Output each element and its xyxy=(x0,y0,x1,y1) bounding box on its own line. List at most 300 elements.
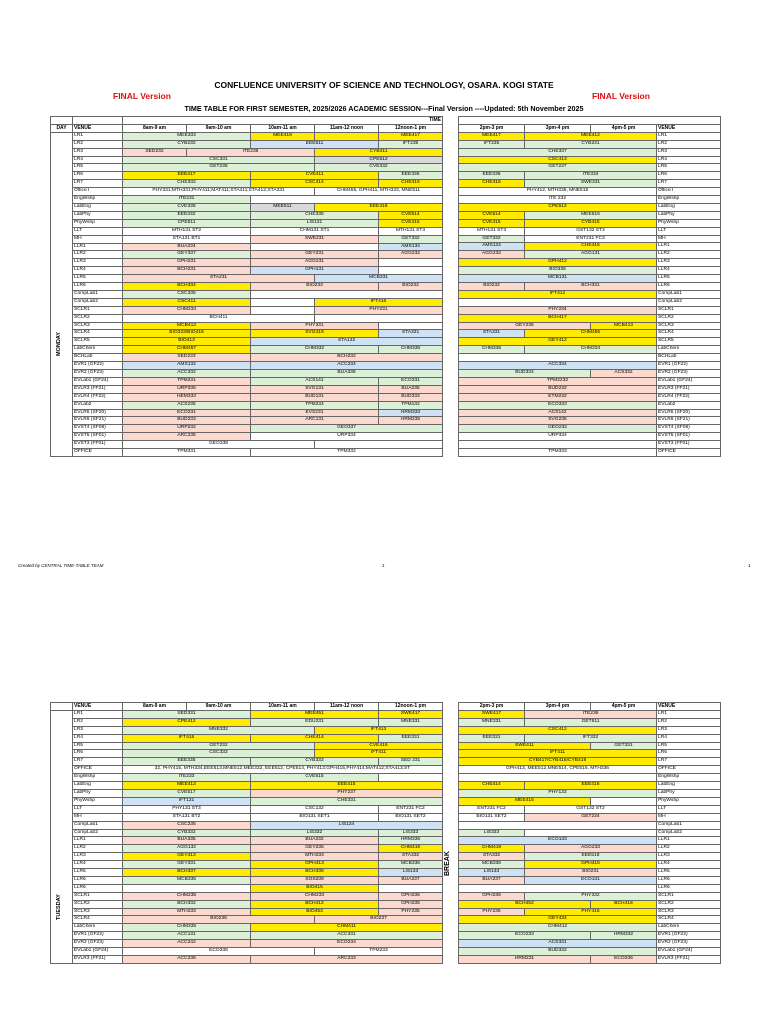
venue-cell: PhyWshp xyxy=(73,219,123,227)
venue-cell: SCLR1 xyxy=(73,892,123,900)
course-cell: STA132 xyxy=(251,338,443,346)
course-cell xyxy=(379,267,443,275)
venue-cell: LR4 xyxy=(657,156,721,164)
course-cell: IFT131 xyxy=(123,797,251,805)
course-cell: CHE414 xyxy=(251,734,379,742)
venue-cell: LabPhy xyxy=(657,211,721,219)
final-version-left: FINAL Version xyxy=(113,91,171,101)
course-cell: MTH131 ST3 xyxy=(459,227,525,235)
course-cell: BCH334 xyxy=(123,283,251,291)
course-cell: CVE415 xyxy=(459,219,525,227)
course-cell xyxy=(251,298,315,306)
table-row xyxy=(51,393,443,401)
venue-cell: EngWshp xyxy=(73,196,123,204)
table-row xyxy=(459,813,721,821)
venue-cell: EVLR5 (SF20) xyxy=(73,409,123,417)
course-cell: MCB335 xyxy=(123,876,251,884)
course-cell: BIO131 SET2 xyxy=(459,813,525,821)
final-version-right: FINAL Version xyxy=(592,91,650,101)
course-cell xyxy=(379,322,443,330)
course-cell: 32, PHY415, MTH334,EEE513,MNE512,MEE332, EEE512, CPE514, PHY413;GPH415,PHY414;MAT412;STA413;ST xyxy=(123,766,443,774)
course-cell: ENT231 FC2 xyxy=(379,805,443,813)
slot-header: 9am-10 am xyxy=(187,124,251,132)
course-cell: CVE514 xyxy=(379,211,443,219)
table-row xyxy=(459,766,721,774)
course-cell: ACS331 xyxy=(459,940,657,948)
table-row xyxy=(51,766,443,774)
table-row xyxy=(459,774,721,782)
course-cell xyxy=(459,884,657,892)
slot-header: 11am-12 noon xyxy=(315,703,379,711)
course-cell xyxy=(459,441,657,449)
table-row xyxy=(459,354,721,362)
table-row xyxy=(459,734,721,742)
venue-cell: EVLab1 (GF24) xyxy=(73,948,123,956)
course-cell: EVS231 xyxy=(251,409,379,417)
venue-cell: LabChem xyxy=(657,346,721,354)
course-cell: CHM233 xyxy=(251,892,379,900)
course-cell: MEE417 xyxy=(379,132,443,140)
table-row xyxy=(51,298,443,306)
course-cell: BIO233 xyxy=(251,283,379,291)
venue-cell: LR6 xyxy=(657,750,721,758)
course-cell: CYB231 xyxy=(525,140,657,148)
course-cell: AGG231 xyxy=(251,259,379,267)
course-cell: EEE416 xyxy=(525,782,657,790)
course-cell: GEY337 xyxy=(123,251,251,259)
course-cell: MTH131 ST2 xyxy=(123,227,251,235)
table-row xyxy=(51,940,443,948)
table-row xyxy=(459,283,721,291)
course-cell xyxy=(123,884,251,892)
course-cell: BIO131 SET1 xyxy=(251,813,379,821)
table-row xyxy=(51,449,443,457)
course-cell: AGG132 xyxy=(123,845,251,853)
course-cell: BIO131 SET2 xyxy=(379,813,443,821)
table-row xyxy=(51,314,443,322)
venue-cell: EVST5 (SF01) xyxy=(657,433,721,441)
course-cell: BUD232 xyxy=(459,385,657,393)
table-row xyxy=(459,377,721,385)
course-cell: SED 331 xyxy=(379,758,443,766)
table-row xyxy=(51,227,443,235)
table-row xyxy=(51,805,443,813)
table-row xyxy=(459,750,721,758)
venue-cell: LR2 xyxy=(73,718,123,726)
venue-cell: LR5 xyxy=(657,742,721,750)
table-row xyxy=(51,924,443,932)
course-cell: SED331 xyxy=(123,710,251,718)
course-cell: MEE333 xyxy=(123,132,251,140)
venue-cell: PhyWshp xyxy=(657,219,721,227)
course-cell: MCB413 xyxy=(591,322,657,330)
course-cell: CYB333 xyxy=(251,758,379,766)
course-cell: MEE413 xyxy=(123,782,251,790)
venue-cell: EVLR3 (FF21) xyxy=(73,385,123,393)
course-cell: HRM235 xyxy=(379,417,443,425)
course-cell: PHY332 xyxy=(525,892,657,900)
venue-cell: LR6 xyxy=(73,750,123,758)
course-cell: GPH413 xyxy=(251,861,379,869)
course-cell: TPM332 xyxy=(251,449,443,457)
table-row xyxy=(459,884,721,892)
venue-cell: LR2 xyxy=(657,140,721,148)
course-cell: CPE513 xyxy=(459,203,657,211)
table-row xyxy=(459,924,721,932)
venue-cell: LabChem xyxy=(73,924,123,932)
course-cell: PHY133 xyxy=(459,789,657,797)
table-row xyxy=(51,156,443,164)
course-cell: HRM332 xyxy=(591,932,657,940)
venue-cell: EVLR6 (SF21) xyxy=(657,417,721,425)
course-cell: BUA232 xyxy=(251,837,379,845)
course-cell xyxy=(315,314,443,322)
course-cell: BCH231 xyxy=(123,267,251,275)
course-cell: GEY235 xyxy=(459,322,591,330)
table-row xyxy=(459,330,721,338)
venue-cell: EVLab1 (GF24) xyxy=(73,377,123,385)
course-cell: ITE 232 xyxy=(459,196,657,204)
venue-cell: LabEng xyxy=(73,203,123,211)
venue-cell: LLT xyxy=(73,227,123,235)
course-cell: CVE514 xyxy=(459,211,525,219)
table-row xyxy=(459,782,721,790)
venue-cell: LLR3 xyxy=(73,259,123,267)
slot-header: 8am-9 am xyxy=(123,703,187,711)
course-cell: ACS332 xyxy=(591,369,657,377)
slot-header: 4pm-5 pm xyxy=(591,124,657,132)
course-cell: BIO453 xyxy=(251,908,379,916)
course-cell: CPE511 xyxy=(123,219,251,227)
course-cell: CPE512 xyxy=(315,156,443,164)
venue-header: VENUE xyxy=(73,124,123,132)
venue-cell: LR7 xyxy=(73,180,123,188)
slot-header-row xyxy=(51,703,443,711)
course-cell: CYB415 xyxy=(525,219,657,227)
course-cell xyxy=(379,774,443,782)
course-cell: BUD233 xyxy=(123,417,251,425)
venue-cell: MH xyxy=(657,235,721,243)
venue-cell: EVLR3 (FF21) xyxy=(657,385,721,393)
table-row xyxy=(459,861,721,869)
course-cell: ECO331 xyxy=(379,377,443,385)
venue-cell: EVLab2 xyxy=(657,401,721,409)
course-cell: CVE415 xyxy=(379,219,443,227)
venue-cell: LR2 xyxy=(73,140,123,148)
blank-cell xyxy=(459,117,721,125)
venue-cell: LLR3 xyxy=(657,259,721,267)
time-header-row xyxy=(459,117,721,125)
course-cell: AMS132 xyxy=(123,362,251,370)
venue-cell: LLR5 xyxy=(657,869,721,877)
course-cell: ACS141 xyxy=(251,377,379,385)
course-cell: CVE411 xyxy=(251,172,379,180)
table-row xyxy=(459,385,721,393)
venue-cell: LR6 xyxy=(657,172,721,180)
venue-cell: SCLR1 xyxy=(657,306,721,314)
course-cell: ARC233 xyxy=(251,956,443,964)
table-row xyxy=(459,401,721,409)
table-row xyxy=(459,188,721,196)
day-header: DAY xyxy=(51,124,73,132)
course-cell: HEM333 xyxy=(123,393,251,401)
course-cell: HRM333 xyxy=(379,409,443,417)
course-cell: CHM412 xyxy=(459,924,657,932)
course-cell: CVE335 xyxy=(123,203,251,211)
course-cell: AGG233 xyxy=(525,845,657,853)
day-label-tuesday: TUESDAY xyxy=(56,894,62,920)
course-cell: IFT413 xyxy=(315,726,443,734)
page-number: 1 xyxy=(382,563,385,568)
course-cell: GEY231 xyxy=(251,251,379,259)
course-cell: BIO333/BIO418 xyxy=(123,330,251,338)
course-cell: ITE236 xyxy=(187,148,315,156)
table-row xyxy=(51,869,443,877)
table-row xyxy=(51,370,443,378)
table-row xyxy=(459,267,721,275)
venue-cell: EVLR4 (FF22) xyxy=(657,393,721,401)
course-cell: GPH412 xyxy=(459,259,657,267)
venue-cell: LR4 xyxy=(73,734,123,742)
course-cell: CSC413 xyxy=(459,156,657,164)
venue-cell: LR1 xyxy=(657,710,721,718)
table-row xyxy=(51,837,443,845)
slot-header: 11am-12 noon xyxy=(315,124,379,132)
course-cell: EDU231 xyxy=(251,718,379,726)
course-cell: IFT332 xyxy=(525,734,657,742)
course-cell: GEO232 xyxy=(459,425,657,433)
course-cell: PHY235 xyxy=(459,908,525,916)
table-row xyxy=(51,425,443,433)
table-row xyxy=(51,774,443,782)
course-cell: CSC331 xyxy=(123,156,315,164)
venue-cell: LLR6 xyxy=(73,884,123,892)
table-row xyxy=(51,259,443,267)
table-row xyxy=(459,718,721,726)
course-cell: LIS134 xyxy=(251,821,443,829)
venue-cell: LLR5 xyxy=(657,275,721,283)
table-row xyxy=(51,306,443,314)
table-row xyxy=(459,710,721,718)
course-cell: TPM2232 xyxy=(459,377,657,385)
course-cell: IFT411 xyxy=(459,750,657,758)
course-cell: ACC131 xyxy=(123,932,251,940)
table-row xyxy=(459,932,721,940)
course-cell: EEE511 xyxy=(251,140,379,148)
course-cell: GEY331 xyxy=(123,861,251,869)
slot-header: 2pm-3 pm xyxy=(459,703,525,711)
course-cell: GET232 xyxy=(123,742,315,750)
course-cell: TPM132 xyxy=(379,401,443,409)
table-row xyxy=(459,219,721,227)
course-cell: GPH413, MEE512,MNE514, CPE515, MTH336 xyxy=(459,766,657,774)
course-cell: PHY235 xyxy=(379,908,443,916)
course-cell: EEE418 xyxy=(315,203,443,211)
venue-cell: EVR1 (GF22) xyxy=(73,932,123,940)
venue-cell: CompLab1 xyxy=(73,821,123,829)
table-row xyxy=(459,916,721,924)
table-row xyxy=(459,235,721,243)
table-row xyxy=(51,283,443,291)
course-cell: BUA237 xyxy=(379,876,443,884)
venue-cell: EVR2 (GF23) xyxy=(657,940,721,948)
course-cell: PHY331;MTH331;PHY411;MAT411;STA411;STA412;STA331 xyxy=(123,188,315,196)
table-row xyxy=(51,734,443,742)
course-cell: GST132 ST3 xyxy=(525,227,657,235)
table-row xyxy=(51,196,443,204)
course-cell: CHM334 xyxy=(525,346,657,354)
venue-cell: LR7 xyxy=(73,758,123,766)
venue-cell: SCLR3 xyxy=(657,908,721,916)
course-cell: CYB417/CYB416/CYB419 xyxy=(459,758,657,766)
table-row xyxy=(459,821,721,829)
venue-cell: PhyWshp xyxy=(73,797,123,805)
table-row xyxy=(459,805,721,813)
course-cell: BIO237 xyxy=(315,916,443,924)
venue-cell: LR1 xyxy=(73,132,123,140)
course-cell: BUD332 xyxy=(459,948,657,956)
table-row xyxy=(459,409,721,417)
course-cell: GPH231 xyxy=(123,259,251,267)
course-cell: BUD131 xyxy=(251,393,379,401)
slot-header-row xyxy=(459,124,721,132)
course-cell: SWE411 xyxy=(459,742,591,750)
table-row xyxy=(459,837,721,845)
course-cell: TPM331 xyxy=(123,449,251,457)
venue-cell: LR3 xyxy=(657,726,721,734)
table-row xyxy=(51,180,443,188)
course-cell: URP232 xyxy=(123,425,251,433)
course-cell: TPM233 xyxy=(315,948,443,956)
venue-cell: BCHLab xyxy=(657,354,721,362)
venue-cell: LLR1 xyxy=(657,837,721,845)
course-cell: MEE515 xyxy=(525,211,657,219)
course-cell: GPH236 xyxy=(379,892,443,900)
course-cell: BIO415 xyxy=(251,884,379,892)
course-cell: CYB411 xyxy=(315,148,443,156)
course-cell: BCH452 xyxy=(459,900,591,908)
course-cell: ECO234 xyxy=(251,940,443,948)
course-cell: MTH131 ST3 xyxy=(379,227,443,235)
table-row xyxy=(51,377,443,385)
course-cell: IFT415 xyxy=(123,734,251,742)
table-row xyxy=(51,710,443,718)
venue-cell: EVR1 (GF22) xyxy=(73,362,123,370)
venue-cell: LabChem xyxy=(657,924,721,932)
course-cell: SED232 xyxy=(123,148,187,156)
venue-cell: LabPhy xyxy=(73,211,123,219)
course-cell: IFT412 xyxy=(459,290,657,298)
table-row xyxy=(51,726,443,734)
slot-header: 10am-11 am xyxy=(251,124,315,132)
table-row xyxy=(51,275,443,283)
course-cell: GET234 xyxy=(525,813,657,821)
venue-cell: SCLR3 xyxy=(73,908,123,916)
table-row xyxy=(51,354,443,362)
course-cell xyxy=(525,829,657,837)
venue-cell: LR5 xyxy=(73,164,123,172)
table-row xyxy=(459,203,721,211)
time-header-row xyxy=(51,117,443,125)
course-cell: BCH412 xyxy=(251,900,379,908)
course-cell: ARC235 xyxy=(123,433,251,441)
slot-header: 3pm-4 pm xyxy=(525,703,591,711)
course-cell: BCH332 xyxy=(123,900,251,908)
course-cell: MCB131 xyxy=(459,275,657,283)
blank-cell xyxy=(51,117,73,125)
course-cell: BIO335 xyxy=(459,267,657,275)
course-cell xyxy=(591,797,657,805)
table-row xyxy=(459,449,721,457)
course-cell: ITE236 xyxy=(525,710,657,718)
venue-cell: LLR4 xyxy=(73,861,123,869)
course-cell: CPE412 xyxy=(123,718,251,726)
table-row xyxy=(459,140,721,148)
slot-header: 2pm-3 pm xyxy=(459,124,525,132)
course-cell: HRM231 xyxy=(459,956,591,964)
table-row xyxy=(51,235,443,243)
venue-cell: LR1 xyxy=(73,710,123,718)
venue-cell: OFFICE xyxy=(657,449,721,457)
venue-cell: CompLab2 xyxy=(73,298,123,306)
venue-cell: LR3 xyxy=(657,148,721,156)
venue-cell: LR2 xyxy=(657,718,721,726)
table-row xyxy=(51,884,443,892)
venue-cell: CompLab1 xyxy=(657,821,721,829)
course-cell: BCH411 xyxy=(123,314,315,322)
course-cell: MEE418 xyxy=(251,132,315,140)
table-row xyxy=(459,156,721,164)
day-cell xyxy=(51,132,73,456)
course-cell: CHE415 xyxy=(379,180,443,188)
venue-cell: LLR6 xyxy=(73,876,123,884)
course-cell: ITE334 xyxy=(525,172,657,180)
course-cell: ETM232 xyxy=(459,393,657,401)
venue-cell: MH xyxy=(73,235,123,243)
course-cell: SVG235 xyxy=(459,417,657,425)
course-cell: CHM455, GPH411, MTH333, MNE511 xyxy=(315,188,443,196)
venue-cell: LLR1 xyxy=(73,837,123,845)
course-cell: CHM419 xyxy=(459,845,525,853)
table-row xyxy=(51,290,443,298)
table-row xyxy=(51,132,443,140)
venue-cell: LLR2 xyxy=(657,845,721,853)
course-cell: STA331 xyxy=(459,330,525,338)
course-cell: MCB336 xyxy=(459,861,525,869)
venue-cell: EngWshp xyxy=(657,196,721,204)
course-cell: CHE331 xyxy=(251,797,443,805)
venue-cell: LLR3 xyxy=(657,853,721,861)
university-title: CONFLUENCE UNIVERSITY OF SCIENCE AND TECHNOLOGY, OSARA. KOGI STATE xyxy=(214,80,554,90)
course-cell: SWE331 xyxy=(525,180,657,188)
time-label: TIME xyxy=(123,117,443,125)
course-cell: SVG131 xyxy=(251,385,379,393)
slot-header-row xyxy=(51,124,443,132)
course-cell: CSC332 xyxy=(123,750,315,758)
table-row xyxy=(459,314,721,322)
course-cell xyxy=(251,306,315,314)
venue-cell: EVLR5 (SF20) xyxy=(657,409,721,417)
table-row xyxy=(459,417,721,425)
table-row xyxy=(459,845,721,853)
course-cell: CHE332 xyxy=(123,180,251,188)
venue-cell: LLR1 xyxy=(73,243,123,251)
course-cell: STA331 xyxy=(379,330,443,338)
table-row xyxy=(459,908,721,916)
course-cell: MEE415 xyxy=(459,797,591,805)
course-cell: MNE332 xyxy=(123,726,315,734)
course-cell: BIO235 xyxy=(123,916,315,924)
